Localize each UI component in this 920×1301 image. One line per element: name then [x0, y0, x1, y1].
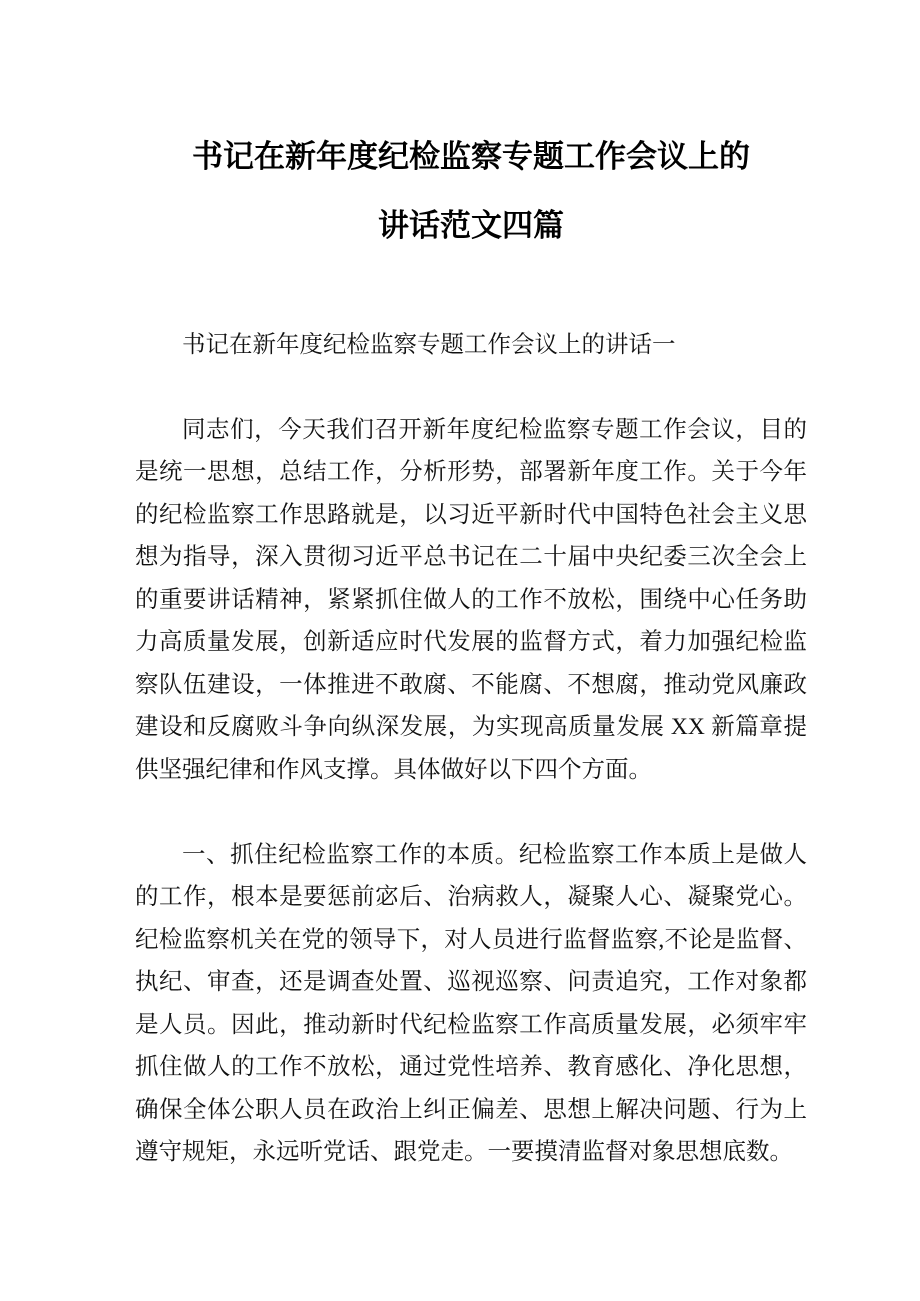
- paragraph: 一、抓住纪检监察工作的本质。纪检监察工作本质上是做人的工作，根本是要惩前宓后、治病救人，凝聚人心、凝聚党心。纪检监察机关在党的领导下，对人员进行监督监察,不论是监督、执纪、审查，还是调查处置、巡视巡察、问责追究，工作对象都是人员。因此，推动新时代纪检监察工作高质量发展，必须牢牢抓住做人的工作不放松，通过党性培养、教育感化、净化思想，确保全体公职人员在政治上纠正偏差、思想上解决问题、行为上遵守规矩，永远听党话、跟党走。一要摸清监督对象思想底数。: [135, 841, 807, 1166]
- title-line-2: 讲话范文四篇: [378, 207, 564, 243]
- paragraph: 同志们，今天我们召开新年度纪检监察专题工作会议，目的是统一思想，总结工作，分析形势，部署新年度工作。关于今年的纪检监察工作思路就是，以习近平新时代中国特色社会主义思想为指导，深入贯彻习近平总书记在二十届中央纪委三次全会上的重要讲话精神，紧紧抓住做人的工作不放松，围绕中心任务助力高质量发展，创新适应时代发展的监督方式，着力加强纪检监察队伍建设，一体推进不敢腐、不能腐、不想腐，推动党风廉政建设和反腐败斗争向纵深发展，为实现高质量发展 XX 新篇章提供坚强纪律和作风支撑。具体做好以下四个方面。: [135, 416, 807, 783]
- document-page: [135, 0, 807, 1174]
- document-title: [135, 122, 807, 260]
- title-line-1: 书记在新年度纪检监察专题工作会议上的: [192, 138, 750, 174]
- section-heading: 书记在新年度纪检监察专题工作会议上的讲话一: [182, 331, 676, 358]
